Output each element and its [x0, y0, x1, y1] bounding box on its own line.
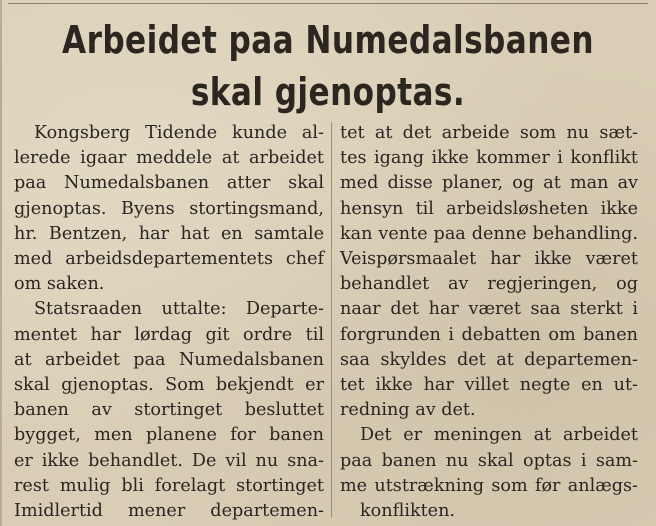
text-line: me utstrækning som før anlægs-: [340, 475, 638, 496]
text-line: Det er meningen at arbeidet: [360, 425, 638, 446]
left-column: [14, 121, 324, 524]
text-line: Veispørsmaalet har ikke været: [340, 249, 638, 270]
text-line: Statsraaden uttalte: Departe-: [34, 299, 324, 320]
text-line: tet at det arbeide som nu sæt-: [340, 123, 638, 143]
text-line: med arbeidsdepartementets chef: [14, 249, 324, 270]
text-line: tet ikke har villet negte en ut-: [340, 375, 638, 396]
text-line: banen av stortinget besluttet: [14, 400, 324, 421]
text-line: paa Numedalsbanen atter skal: [14, 173, 324, 194]
text-line: naar det har været saa sterkt i: [340, 299, 638, 320]
text-line: paa banen nu skal optas i sam-: [340, 450, 638, 471]
text-line: behandlet av regjeringen, og: [340, 274, 638, 295]
text-line: kan vente paa denne behandling.: [340, 223, 638, 244]
text-line: Kongsberg Tidende kunde al-: [34, 123, 324, 143]
headline-line-2: skal gjenoptas.: [190, 70, 466, 114]
text-line: lerede igaar meddele at arbeidet: [14, 148, 324, 169]
text-line: redning av det.: [340, 400, 476, 421]
text-line: tes igang ikke kommer i konflikt: [340, 148, 638, 169]
text-line: med disse planer, og at man av: [340, 173, 638, 194]
right-column: [340, 121, 638, 524]
paper-edge: [0, 0, 2, 526]
text-line: hensyn til arbeidsløsheten ikke: [340, 198, 638, 219]
text-line: bygget, men planene for banen: [14, 425, 324, 446]
text-line: gjenoptas. Byens stortingsmand,: [14, 198, 324, 219]
text-line: Imidlertid mener departemen-: [14, 501, 324, 522]
column-divider: [331, 122, 332, 518]
text-line: saa skyldes det at departemen-: [340, 349, 638, 370]
top-rule: [8, 3, 648, 4]
text-line: er ikke behandlet. De vil nu sna-: [14, 450, 324, 471]
headline-line-1: Arbeidet paa Numedalsbanen: [62, 18, 594, 62]
text-line: hr. Bentzen, har hat en samtale: [14, 223, 324, 244]
text-line: skal gjenoptas. Som bekjendt er: [14, 375, 324, 396]
text-line: konflikten.: [360, 501, 456, 522]
text-line: mentet har lørdag git ordre til: [14, 324, 324, 345]
text-line: forgrunden i debatten om banen: [340, 324, 638, 345]
text-line: rest mulig bli forelagt stortinget: [14, 475, 324, 496]
text-line: at arbeidet paa Numedalsbanen: [14, 349, 324, 370]
text-line: om saken.: [14, 274, 105, 295]
